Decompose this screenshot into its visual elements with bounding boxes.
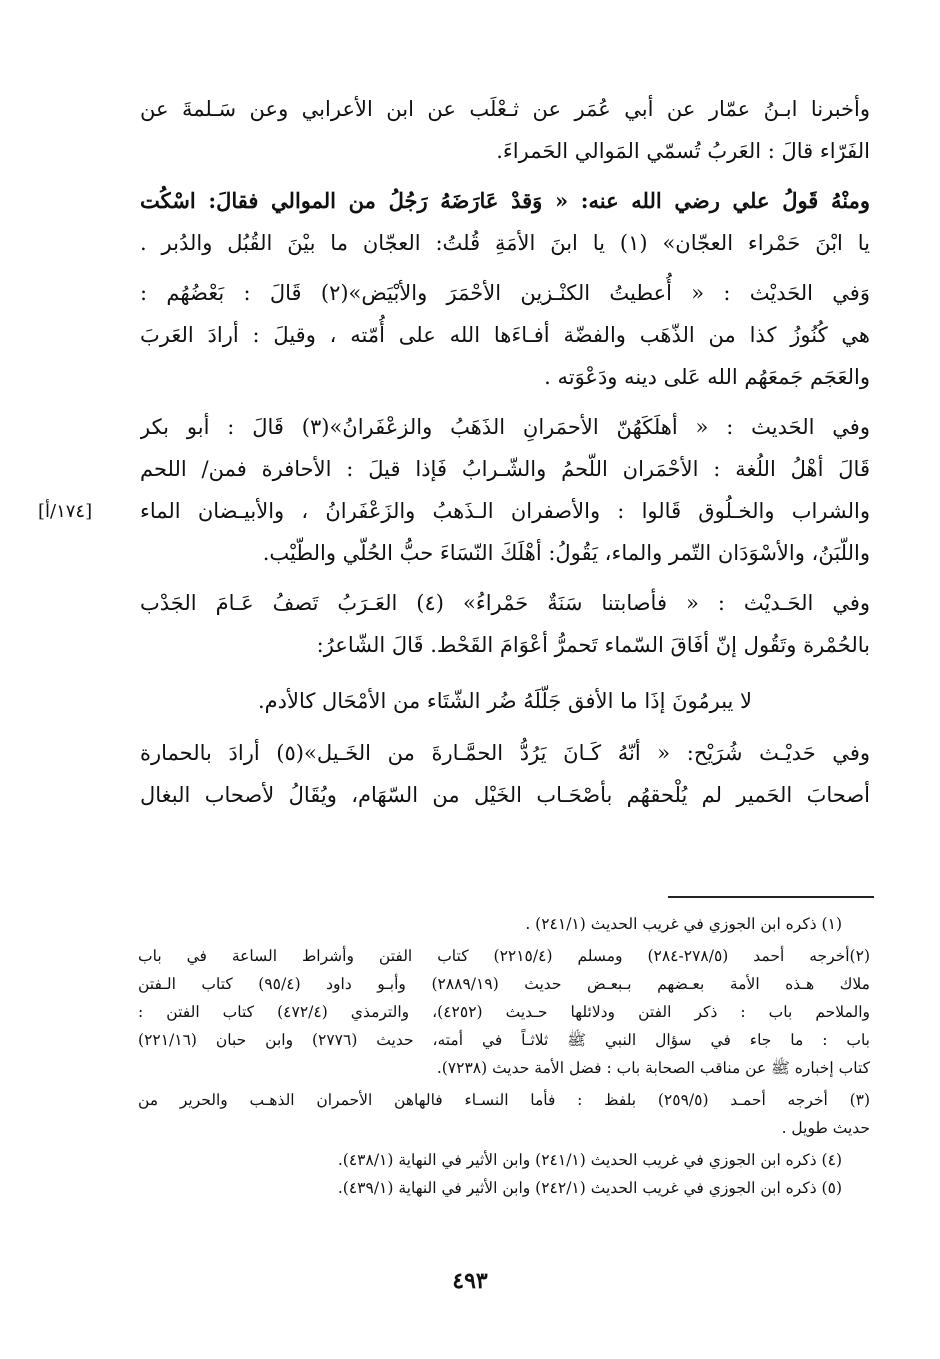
footnote-divider: [668, 896, 874, 898]
footnote-line: (١) ذكره ابن الجوزي في غريب الحديث (٢٤١/١) .: [525, 915, 842, 933]
text-line: وفي حَديْـث شُرَيْح: « أنّهُ كَـانَ يَرُدُّ الحمَّـارةَ من الخَـيل»(٥) أرادَ بالحمارة: [140, 741, 870, 765]
footnote-line: ملاك هـذه الأمة بعـضهم بـبعـض حديث (٢٨٨٩/١٩) وأبـو داود (٩٥/٤) كتاب الـفتن: [138, 975, 870, 993]
text-line: والعَجَم جَمعَهُم الله عَلى دينه ودَعْوَته .: [544, 365, 870, 389]
text-line: وأخبرنا ابـنُ عمّار عن أبي عُمَر عن ثـعْلَب عن ابن الأعرابي وعن سَـلمةَ عن: [140, 97, 870, 121]
footnote-line: والملاحم باب : ذكر الفتن ودلائلها حـديث (٤٢٥٢)، والترمذي (٤٧٢/٤) كتاب الفتن :: [138, 1003, 870, 1021]
text-line: والشراب والخـلُوق قَالوا : والأصفران الـذَهبُ والزَعْفَرانُ ، والأبيـضان الماء: [140, 499, 870, 523]
footnote-line: حديث طويل .: [781, 1119, 870, 1137]
text-line: أصحابَ الحَمير لم يُلْحقهُم بأصْحَـاب الخَيْل من السّهَام، ويُقَالُ لأصحاب البغال: [140, 783, 870, 807]
text-line: وفي الحَـديْث : « فأصابتنا سَنَةٌ حَمْراءُ» (٤) العَـرَبُ تَصفُ عَـامَ الجَدْب: [140, 591, 870, 615]
page-number: ٤٩٣: [452, 1268, 488, 1294]
folio-reference: [١٧٤/أ]: [38, 501, 93, 522]
text-line: هي كُنُوزُ كذا من الذّهَب والفضّة أفـاءَها الله على أُمّته ، وقيلَ : أرادَ العَربَ: [140, 323, 870, 347]
footnote-line: كتاب إخباره ﷺ عن مناقب الصحابة باب : فضل الأمة حديث (٧٢٣٨).: [436, 1059, 870, 1077]
text-line: الفَرّاء قالَ : العَربُ تُسمّي المَوالي الحَمراءَ.: [496, 139, 870, 163]
text-line: يا ابْنَ حَمْراء العجّان» (١) يا ابنَ الأمَةِ قُلتُ: العجّان ما بيْنَ القُبُل والدُبر .: [140, 231, 870, 255]
footnote-line: (٣) أخرجه أحمـد (٢٥٩/٥) بلفظ : فأما النسـاء فالهاهن الأحمران الذهـب والحرير من: [138, 1091, 870, 1109]
text-line: وَفي الحَديْث : « أُعطيتُ الكنْـزين الأحْمَرَ والأبْيَض»(٢) قَالَ : بَعْضُهُم :: [140, 281, 870, 305]
text-line: قَالَ أهْلُ اللُغة : الأحْمَران اللّحمُ والشّـرابُ فَإذا قيلَ : الأحافرة فمن/ اللحم: [140, 457, 870, 481]
footnote-line: (٢)أخرجه أحمد (٢٧٨/٥-٢٨٤) ومسلم (٢٢١٥/٤) كتاب الفتن وأشراط الساعة في باب: [138, 947, 870, 965]
main-text: [140, 88, 870, 816]
text-line: وفي الحَديث : « أهلَكَهُنّ الأحمَرانِ الذَهَبُ والزعْفَرانُ»(٣) قَالَ : أبو بكر: [140, 415, 870, 439]
poetry-verse: لا يبرمُونَ إذَا ما الأفق جَلّلَهُ ضُر الشّتَاء من الأمْحَال كالأدم.: [257, 689, 753, 713]
footnotes: [138, 910, 870, 1202]
footnote-line: باب : ما جاء في سؤال النبي ﷺ ثلاثـاً في أمته، حديث (٢٧٧٦) وابن حبان (٢٢١/١٦): [138, 1031, 870, 1049]
text-line: واللّبَنُ، والأسْوَدَان التّمر والماء، يَقُولُ: أهْلَكَ النّسَاءَ حبُّ الحُلّي والطّيْب.: [262, 541, 870, 565]
text-line: ومنْهُ قَولُ علي رضي الله عنه: « وَقدْ عَارَضَهُ رَجُلُ من الموالي فقالَ: اسْكُت: [140, 188, 870, 213]
text-line: بالحُمْرة وتَقُول إنّ أفَاقَ السّماء تَحمرُّ أعْوَامَ القَحْط. قَالَ الشّاعرُ:: [316, 633, 870, 657]
footnote-line: (٤) ذكره ابن الجوزي في غريب الحديث (٢٤١/١) وابن الأثير في النهاية (٤٣٨/١).: [337, 1151, 842, 1169]
footnote-line: (٥) ذكره ابن الجوزي في غريب الحديث (٢٤٢/١) وابن الأثير في النهاية (٤٣٩/١).: [337, 1179, 842, 1197]
